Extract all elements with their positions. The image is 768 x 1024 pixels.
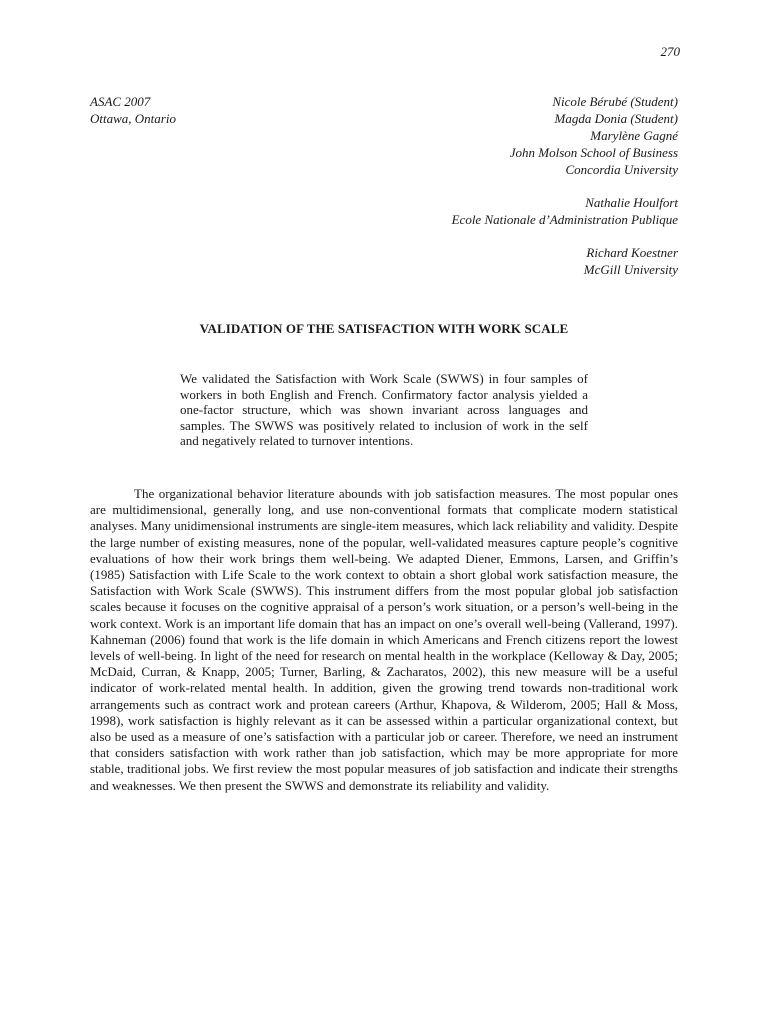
author-affiliation: Ecole Nationale d’Administration Publique [451, 212, 678, 227]
author-block [452, 93, 678, 294]
paper-title: VALIDATION OF THE SATISFACTION WITH WORK SCALE [199, 321, 569, 336]
author-line: Magda Donia (Student) [554, 111, 678, 126]
author-group [452, 194, 678, 228]
author-line: Marylène Gagné [590, 128, 678, 143]
author-line: Nicole Bérubé (Student) [552, 94, 678, 109]
author-affiliation: McGill University [583, 262, 678, 277]
author-group [452, 93, 678, 178]
author-group [452, 244, 678, 278]
author-affiliation: Concordia University [565, 162, 678, 177]
conference-info [90, 93, 176, 127]
author-affiliation: John Molson School of Business [509, 145, 678, 160]
author-line: Richard Koestner [586, 245, 678, 260]
author-line: Nathalie Houlfort [585, 195, 678, 210]
conference-location: Ottawa, Ontario [90, 111, 176, 126]
page-number: 270 [660, 44, 680, 59]
body-paragraph: The organizational behavior literature abounds with job satisfaction measures. The most popular ones are multidimensional, generally long, and use non-conventional formats that complicate modern statistical analyses. Many unidimensional instruments are single-item measures, which lack reliability and validity. Despite the large number of existing measures, none of the popular, well-validated measures capture people’s cognitive evaluations of how their work brings them well-being. We adapted Diener, Emmons, Larsen, and Griffin’s (1985) Satisfaction with Life Scale to the work context to obtain a short global work satisfaction measure, the Satisfaction with Work Scale (SWWS). This instrument differs from the most popular global job satisfaction scales because it focuses on the cognitive appraisal of a person’s work situation, or a person’s well-being in the work context. Work is an important life domain that has an impact on one’s overall well-being (Vallerand, 1997). Kahneman (2006) found that work is the life domain in which Americans and French citizens report the lowest levels of well-being. In light of the need for research on mental health in the workplace (Kelloway & Day, 2005; McDaid, Curran, & Knapp, 2005; Turner, Barling, & Zacharatos, 2002), this new measure will be a useful indicator of work-related mental health. In addition, given the growing trend towards non-traditional work arrangements such as contract work and protean careers (Arthur, Khapova, & Wilderom, 2005; Hall & Moss, 1998), work satisfaction is highly relevant as it can be assessed within a particular organizational context, but also be used as a measure of one’s satisfaction with a particular job or career. Therefore, we need an instrument that considers satisfaction with work rather than job satisfaction, which may be more appropriate for more stable, traditional jobs. We first review the most popular measures of job satisfaction and indicate their strengths and weaknesses. We then present the SWWS and demonstrate its reliability and validity. [90, 486, 678, 793]
conference-name: ASAC 2007 [90, 94, 151, 109]
abstract: We validated the Satisfaction with Work Scale (SWWS) in four samples of workers in both English and French. Confirmatory factor analysis yielded a one-factor structure, which was shown invariant across languages and samples. The SWWS was positively related to inclusion of work in the self and negatively related to turnover intentions. [180, 371, 588, 448]
